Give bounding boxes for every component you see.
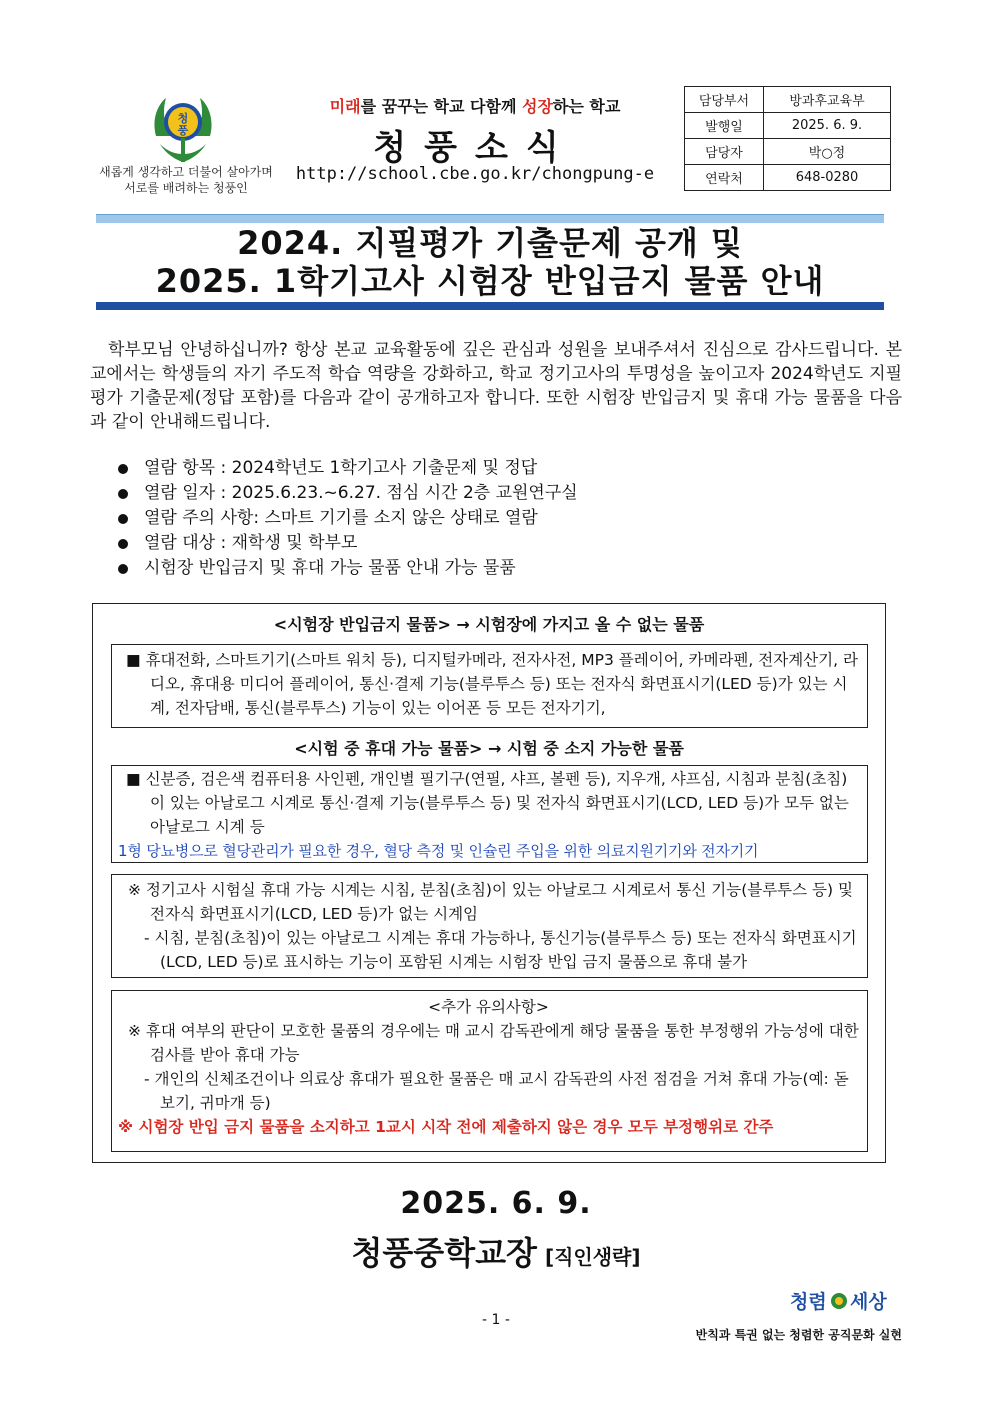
integrity-logo-icon (790, 1286, 910, 1314)
svg-text:청: 청 (177, 112, 189, 125)
warning-note: ※ 시험장 반입 금지 물품을 소지하고 1교시 시작 전에 제출하지 않은 경우 모두 부정행위로 간주 (118, 1118, 774, 1136)
allowed-heading: <시험 중 휴대 가능 물품> → 시험 중 소지 가능한 물품 (294, 739, 684, 758)
svg-text:세상: 세상 (850, 1291, 887, 1313)
list-item: 열람 항목 : 2024학년도 1학기고사 기출문제 및 정답 (90, 456, 578, 481)
school-url[interactable]: http://school.cbe.go.kr/chongpung-e (295, 164, 655, 184)
additional-heading: <추가 유의사항> (428, 998, 549, 1016)
additional-notes-box: <추가 유의사항> ※ 휴대 여부의 판단이 모호한 물품의 경우에는 매 교시 감독관에게 해당 물품을 통한 부정행위 가능성에 대한 검사를 받아 휴대 가능 - 개인의 신체조건이나 의료상 휴대가 필요한 물품은 매 교시 감독관의 사전 점검을 거쳐 휴대 가능(예: 돋보기, 귀마개 등) ※ 시험장 반입 금지 물품을 소지하고 1교시 시작 전에 제출하지 않은 경우 모두 부정행위로 간주 (111, 990, 868, 1152)
newsletter-name: 청풍소식 (373, 128, 577, 168)
list-item: 열람 주의 사항: 스마트 기기를 소지 않은 상태로 열람 (90, 506, 578, 531)
info-row: 연락처 648-0280 (685, 165, 891, 191)
school-slogan: 미래를 꿈꾸는 학교 다함께 성장하는 학교 (329, 97, 621, 116)
allowed-items-box: ■ 신분증, 검은색 컴퓨터용 사인펜, 개인별 필기구(연필, 샤프, 볼펜 등), 지우개, 샤프심, 시침과 분침(초침)이 있는 아날로그 시계로 통신·결제 기능(블루투스 등) 및 전자식 화면표시기(LCD, LED 등)가 모두 없는 아날로그 시계 등 1형 당뇨병으로 혈당관리가 필요한 경우, 혈당 측정 및 인슐린 주입을 위한 의료지원기기와 전자기기 (111, 765, 868, 863)
school-emblem-icon (150, 92, 216, 166)
prohibited-heading: <시험장 반입금지 물품> → 시험장에 가지고 올 수 없는 물품 (273, 615, 705, 634)
issue-date: 2025. 6. 9. (400, 1186, 592, 1221)
svg-text:청렴: 청렴 (790, 1291, 827, 1313)
svg-text:풍: 풍 (177, 124, 189, 137)
prohibited-items-box: ■ 휴대전화, 스마트기기(스마트 워치 등), 디지털카메라, 전자사전, MP3 플레이어, 카메라펜, 전자계산기, 라디오, 휴대용 미디어 플레이어, 통신·결제 기능(블루투스 등) 또는 전자식 화면표시기(LED 등)가 있는 시계, 전자담배, 통신(블루투스) 기능이 있는 이어폰 등 모든 전자기기, (111, 644, 868, 728)
info-row: 담당자 박○정 (685, 139, 891, 165)
info-row: 담당부서 방과후교육부 (685, 87, 891, 113)
title-bar-bottom (96, 302, 884, 310)
viewing-info-list (90, 456, 578, 581)
publication-info-table (684, 86, 891, 191)
list-item: 시험장 반입금지 및 휴대 가능 물품 안내 가능 물품 (90, 556, 578, 581)
diabetes-note: 1형 당뇨병으로 혈당관리가 필요한 경우, 혈당 측정 및 인슐린 주입을 위한 의료지원기기와 전자기기 (118, 842, 759, 860)
list-item: 열람 대상 : 재학생 및 학부모 (90, 531, 578, 556)
list-item: 열람 일자 : 2025.6.23.~6.27. 점심 시간 2층 교원연구실 (90, 481, 578, 506)
info-row: 발행일 2025. 6. 9. (685, 113, 891, 139)
title-bar-top (96, 214, 884, 223)
school-motto: 새롭게 생각하고 더불어 살아가며 서로를 배려하는 청풍인 (99, 165, 273, 195)
campaign-slogan: 반칙과 특권 없는 청렴한 공직문화 실현 (695, 1328, 902, 1342)
watch-note-box: ※ 정기고사 시험실 휴대 가능 시계는 시침, 분침(초침)이 있는 아날로그 시계로서 통신 기능(블루투스 등) 및 전자식 화면표시기(LCD, LED 등)가 없는 시계임 - 시침, 분침(초침)이 있는 아날로그 시계는 휴대 가능하나, 통신기능(블루투스 등) 또는 전자식 화면표시기(LCD, LED 등)로 표시하는 기능이 포함된 시계는 시험장 반입 금지 물품으로 휴대 불가 (111, 874, 868, 978)
principal-signature: 청풍중학교장 [직인생략] (351, 1234, 641, 1272)
page-title: 2024. 지필평가 기출문제 공개 및 2025. 1학기고사 시험장 반입금지 물품 안내 (155, 224, 825, 300)
page-number: - 1 - (482, 1312, 510, 1328)
intro-paragraph: 학부모님 안녕하십니까? 항상 본교 교육활동에 깊은 관심과 성원을 보내주셔서 진심으로 감사드립니다. 본교에서는 학생들의 자기 주도적 학습 역량을 강화하고, 학교 정기고사의 투명성을 높이고자 2024학년도 지필평가 기출문제(정답 포함)를 다음과 같이 공개하고자 합니다. 또한 시험장 반입금지 및 휴대 가능 물품을 다음과 같이 안내해드립니다. (90, 340, 902, 432)
